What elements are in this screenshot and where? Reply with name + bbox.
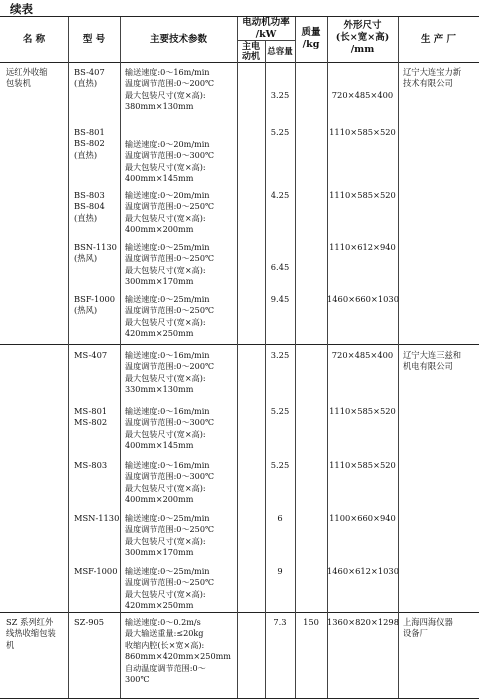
cell-model: MSF-1000 (74, 566, 118, 576)
cell-power: 7.3 (273, 617, 287, 627)
header-maker: 生 产 厂 (420, 34, 457, 45)
cell-dims: 1110×585×520 (329, 127, 396, 137)
cell-maker: 辽宁大连宝力新 技术有限公司 (403, 67, 462, 89)
cell-model: BSF-1000 (热风) (74, 294, 116, 316)
cell-spec: 输送速度:0～25m/min 温度调节范围:0～250℃ 最大包装尺寸(宽×高): 420mm×250mm (125, 294, 215, 339)
cell-maker: 上海四海仪器 设备厂 (403, 617, 453, 639)
cell-model: BS-803 BS-804 (直热) (74, 190, 105, 223)
header-main-motor: 主电 动机 (241, 42, 260, 62)
header-dims: 外形尺寸 (长×宽×高) /mm (335, 20, 390, 55)
cell-dims: 1360×820×1298 (327, 617, 399, 627)
cell-spec: 输送速度:0～25m/min 温度调节范围:0～250℃ 最大包装尺寸(宽×高): 420mm×250mm (125, 566, 215, 611)
cell-model: MS-407 (74, 350, 108, 360)
cell-spec: 输送速度:0～16m/min 温度调节范围:0～200℃ 最大包装尺寸(宽×高): 330mm×130mm (125, 350, 215, 395)
header-total-capacity: 总容量 (267, 47, 293, 57)
cell-dims: 720×485×400 (331, 90, 394, 100)
cell-model: MSN-1130 (74, 513, 120, 523)
col-divider (265, 40, 266, 698)
col-divider (68, 17, 69, 698)
cell-power: 5.25 (270, 127, 290, 137)
cell-name: 远红外收缩 包装机 (6, 67, 48, 89)
cell-spec: 输送速度:0～0.2m/s 最大输送重量:≤20kg 收缩内腔(长×宽×高): 860mm×420mm×250mm 自动温度调节范围:0～ 300℃ (125, 617, 231, 685)
cell-dims: 1110×585×520 (329, 406, 396, 416)
cell-power: 5.25 (270, 406, 290, 416)
cell-maker: 辽宁大连三兹和 机电有限公司 (403, 350, 462, 372)
cell-power: 9.45 (270, 294, 290, 304)
header-spec: 主要技术参数 (149, 34, 207, 45)
header-rule (0, 62, 479, 63)
cell-power: 6.45 (270, 262, 290, 272)
cell-power: 3.25 (270, 90, 290, 100)
cell-model: MS-801 MS-802 (74, 406, 108, 428)
cell-dims: 1100×660×940 (329, 513, 396, 523)
table-caption: 续表 (10, 2, 33, 16)
cell-model: MS-803 (74, 460, 108, 470)
cell-dims: 1110×585×520 (329, 460, 396, 470)
header-name: 名 称 (22, 34, 46, 45)
cell-dims: 1110×585×520 (329, 190, 396, 200)
cell-spec: 输送速度:0～20m/min 温度调节范围:0～300℃ 最大包装尺寸(宽×高): 400mm×145mm (125, 139, 215, 184)
cell-dims: 1110×612×940 (329, 242, 396, 252)
cell-model: BSN-1130 (热风) (74, 242, 117, 264)
cell-dims: 1460×660×1030 (327, 294, 399, 304)
cell-power: 5.25 (270, 460, 290, 470)
cell-power: 6 (277, 513, 283, 523)
cell-dims: 720×485×400 (331, 350, 394, 360)
cell-model: SZ-905 (74, 617, 105, 627)
col-divider (120, 17, 121, 698)
cell-spec: 输送速度:0～25m/min 温度调节范围:0～250℃ 最大包装尺寸(宽×高): 300mm×170mm (125, 242, 215, 287)
cell-mass: 150 (303, 617, 319, 627)
header-model: 型 号 (82, 34, 106, 45)
cell-spec: 输送速度:0～25m/min 温度调节范围:0～250℃ 最大包装尺寸(宽×高): 300mm×170mm (125, 513, 215, 558)
cell-dims: 1460×612×1030 (327, 566, 399, 576)
header-mass: 质量 /kg (301, 27, 321, 50)
cell-spec: 输送速度:0～20m/min 温度调节范围:0～250℃ 最大包装尺寸(宽×高): 400mm×200mm (125, 190, 215, 235)
cell-power: 3.25 (270, 350, 290, 360)
cell-name: SZ 系列红外 线热收缩包装 机 (6, 617, 56, 650)
cell-spec: 输送速度:0～16m/min 温度调节范围:0～200℃ 最大包装尺寸(宽×高): 380mm×130mm (125, 67, 215, 112)
cell-power: 4.25 (270, 190, 290, 200)
cell-model: BS-801 BS-802 (直热) (74, 127, 105, 160)
col-divider (295, 17, 296, 698)
header-power: 电动机功率 /kW (242, 17, 290, 40)
col-divider (398, 17, 399, 698)
group-divider (0, 344, 479, 345)
cell-power: 9 (277, 566, 283, 576)
group-divider (0, 612, 479, 613)
col-divider (237, 17, 238, 698)
bottom-rule (0, 698, 479, 699)
cell-model: BS-407 (直热) (74, 67, 105, 89)
cell-spec: 输送速度:0～16m/min 温度调节范围:0～300℃ 最大包装尺寸(宽×高): 400mm×200mm (125, 460, 215, 505)
cell-spec: 输送速度:0～16m/min 温度调节范围:0～300℃ 最大包装尺寸(宽×高): 400mm×145mm (125, 406, 215, 451)
